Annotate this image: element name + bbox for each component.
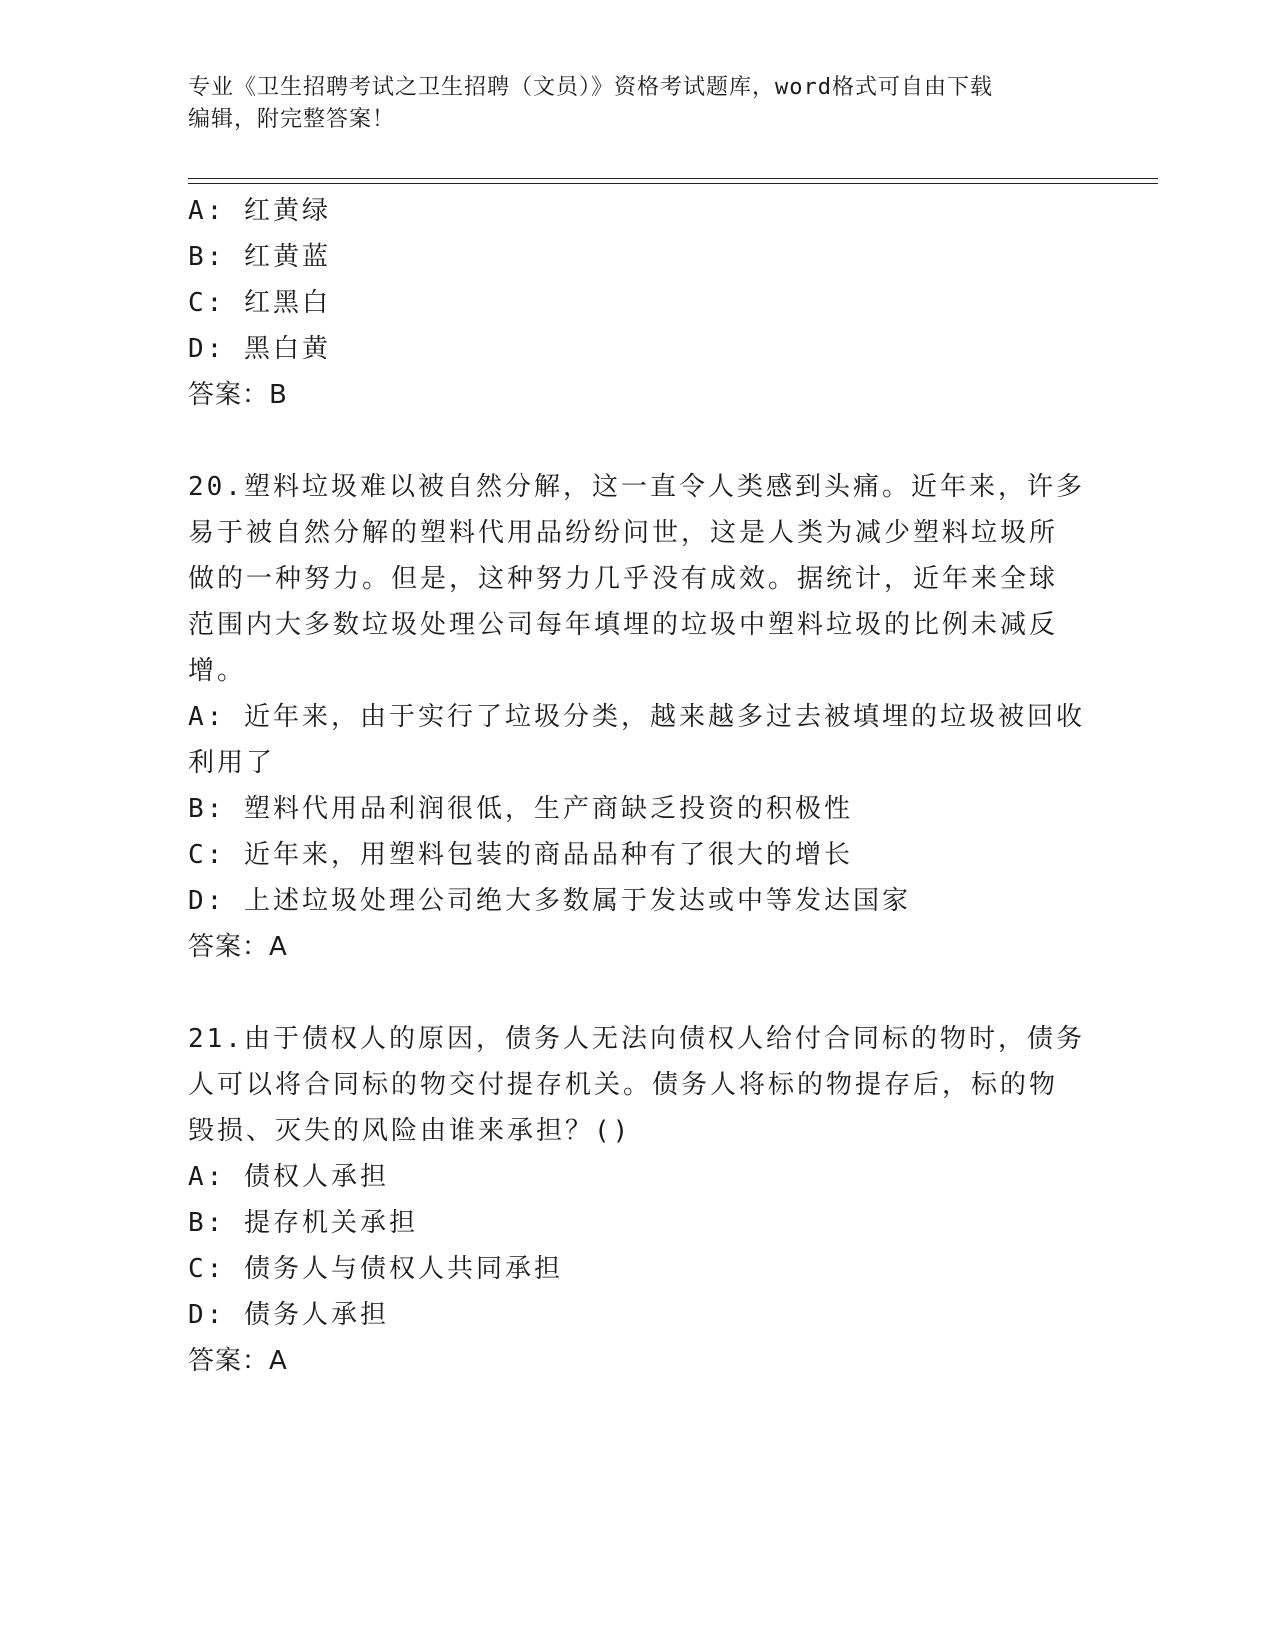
option-c: C: 红黑白 [188, 288, 331, 318]
question-20 [188, 464, 1088, 970]
header-divider-bottom [188, 183, 1158, 184]
option-a: A: 红黄绿 [188, 196, 331, 226]
header-line-2: 编辑，附完整答案！ [188, 107, 396, 132]
option-b: B: 塑料代用品利润很低，生产商缺乏投资的积极性 [188, 794, 853, 824]
question-stem-line: 易于被自然分解的塑料代用品纷纷问世，这是人类为减少塑料垃圾所 [188, 518, 1059, 548]
question-stem-line: 做的一种努力。但是，这种努力几乎没有成效。据统计，近年来全球 [188, 564, 1059, 594]
option-d: D: 黑白黄 [188, 334, 331, 364]
question-19 [188, 188, 1088, 418]
answer: 答案：B [188, 380, 288, 410]
option-a-continued: 利用了 [188, 748, 276, 778]
option-c: C: 近年来，用塑料包装的商品品种有了很大的增长 [188, 840, 853, 870]
spacer [188, 418, 1088, 464]
answer: 答案：A [188, 1346, 288, 1376]
question-stem-line: 人可以将合同标的物交付提存机关。债务人将标的物提存后，标的物 [188, 1070, 1059, 1100]
question-stem-line: 21.由于债权人的原因，债务人无法向债权人给付合同标的物时，债务 [188, 1024, 1085, 1054]
option-a: A: 近年来，由于实行了垃圾分类，越来越多过去被填埋的垃圾被回收 [188, 702, 1085, 732]
question-stem-line: 范围内大多数垃圾处理公司每年填埋的垃圾中塑料垃圾的比例未减反 [188, 610, 1059, 640]
question-21 [188, 1016, 1088, 1384]
option-b: B: 提存机关承担 [188, 1208, 418, 1238]
header-divider-top [188, 178, 1158, 179]
option-a: A: 债权人承担 [188, 1162, 389, 1192]
option-d: D: 上述垃圾处理公司绝大多数属于发达或中等发达国家 [188, 886, 911, 916]
option-c: C: 债务人与债权人共同承担 [188, 1254, 563, 1284]
header-line-1: 专业《卫生招聘考试之卫生招聘（文员）》资格考试题库，word格式可自由下载 [188, 75, 993, 100]
option-b: B: 红黄蓝 [188, 242, 331, 272]
question-stem-line: 增。 [188, 656, 247, 686]
question-stem-line: 20.塑料垃圾难以被自然分解，这一直令人类感到头痛。近年来，许多 [188, 472, 1085, 502]
document-header [188, 72, 1068, 136]
option-d: D: 债务人承担 [188, 1300, 389, 1330]
answer: 答案：A [188, 932, 288, 962]
question-list [188, 188, 1088, 1384]
question-stem-line: 毁损、灭失的风险由谁来承担？() [188, 1116, 632, 1146]
spacer [188, 970, 1088, 1016]
